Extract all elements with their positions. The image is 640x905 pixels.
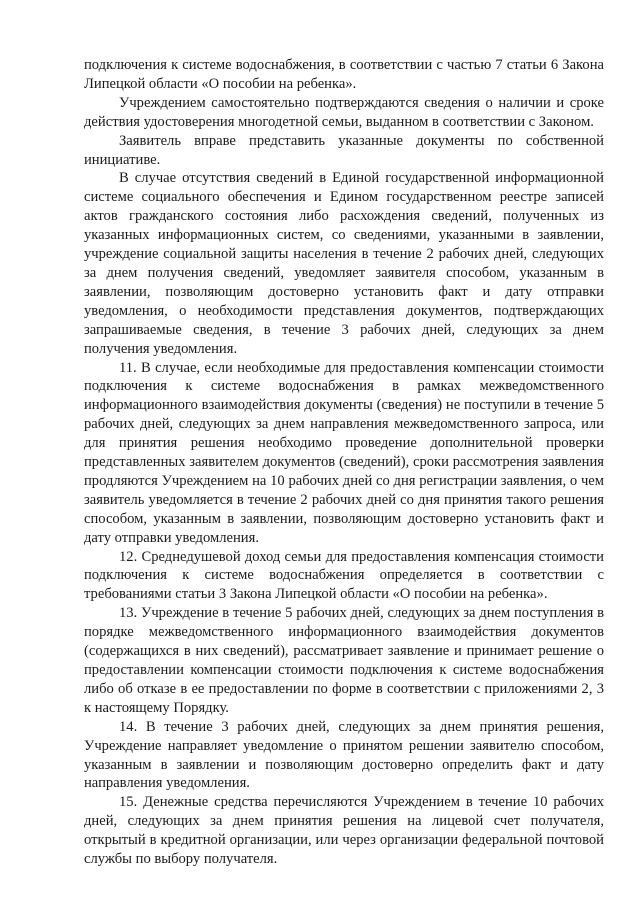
paragraph-item-15: 15. Денежные средства перечисляются Учреждением в течение 10 рабочих дней, следующих за днем принятия решения на лицевой счет получателя, открытый в кредитной организации, или через организации федеральной почтовой службы по выбору получателя. (84, 794, 604, 868)
paragraph-continuation: подключения к системе водоснабжения, в соответствии с частью 7 статьи 6 Закона Липецкой области «О пособии на ребенка». (84, 57, 604, 92)
paragraph-item-14: 14. В течение 3 рабочих дней, следующих за днем принятия решения, Учреждение направляет уведомление о принятом решении заявителю способом, указанным в заявлении и позволяющим достоверно определить факт и дату направления уведомления. (84, 718, 604, 792)
document-page (84, 56, 604, 869)
paragraph-certificate-verification: Учреждением самостоятельно подтверждаются сведения о наличии и сроке действия удостоверения многодетной семьи, выданном в соответствии с Законом. (84, 94, 604, 130)
paragraph-missing-information: В случае отсутствия сведений в Единой государственной информационной системе социального обеспечения и Едином государственном реестре записей актов гражданского состояния либо расхождения сведений, полученных из указанных информационных систем, со сведениями, указанными в заявлении, учреждение социальной защиты населения в течение 2 рабочих дней, следующих за днем получения сведений, уведомляет заявителя способом, указанным в заявлении, позволяющим достоверно установить факт и дату отправки уведомления, о необходимости представления документов, подтверждающих запрашиваемые сведения, в течение 3 рабочих дней, следующих за днем получения уведомления. (84, 170, 604, 357)
paragraph-applicant-right: Заявитель вправе представить указанные документы по собственной инициативе. (84, 132, 604, 168)
paragraph-item-12: 12. Среднедушевой доход семьи для предоставления компенсация стоимости подключения к системе водоснабжения определяется в соответствии с требованиями статьи 3 Закона Липецкой области «О пособии на ребенка». (84, 548, 604, 603)
paragraph-item-13: 13. Учреждение в течение 5 рабочих дней, следующих за днем поступления в порядке межведомственного информационного взаимодействия документов (содержащихся в них сведений), рассматривает заявление и принимает решение о предоставлении компенсации стоимости подключения к системе водоснабжения либо об отказе в ее предоставлении по форме в соответствии с приложениями 2, 3 к настоящему Порядку. (84, 605, 604, 716)
paragraph-item-11: 11. В случае, если необходимые для предоставления компенсации стоимости подключения к системе водоснабжения в рамках межведомственного информационного взаимодействия документы (сведения) не поступили в течение 5 рабочих дней, следующих за днем направления межведомственного запроса, или для принятия решения необходимо проведение дополнительной проверки представленных заявителем документов (сведений), сроки рассмотрения заявления продляются Учреждением на 10 рабочих дней со дня регистрации заявления, о чем заявитель уведомляется в течение 2 рабочих дней со дня принятия такого решения способом, указанным в заявлении, позволяющим достоверно установить факт и дату отправки уведомления. (84, 359, 604, 546)
